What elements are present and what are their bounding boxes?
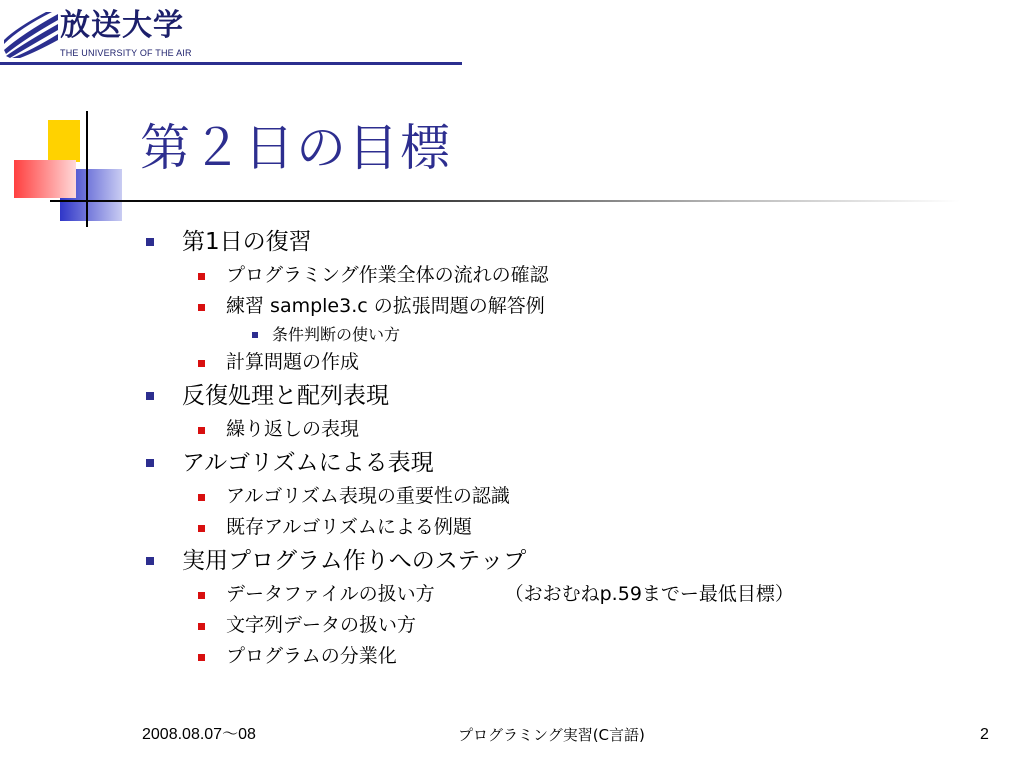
outline-item — [140, 543, 794, 579]
university-logo — [2, 6, 202, 62]
outline-subsubitem-text: 条件判断の使い方 — [272, 325, 401, 344]
outline-item-text: 第1日の復習 — [182, 229, 312, 255]
outline-item — [140, 224, 794, 260]
outline-subitem — [140, 610, 794, 641]
outline-subitem-text: 計算問題の作成 — [226, 351, 360, 373]
outline-item-text: 反復処理と配列表現 — [182, 383, 389, 409]
outline-subitem-text: アルゴリズム表現の重要性の認識 — [226, 485, 510, 507]
bullet-square-icon — [146, 392, 154, 400]
outline-item-text: 実用プログラム作りへのステップ — [182, 548, 527, 574]
outline-subitem-text: データファイルの扱い方 — [226, 583, 435, 605]
bullet-square-icon — [146, 238, 154, 246]
outline-subitem-text: 繰り返しの表現 — [226, 418, 360, 440]
outline-subsubitem — [140, 322, 794, 347]
outline-subitem — [140, 512, 794, 543]
logo-japanese-text: 放送大学 — [60, 8, 184, 43]
title-underline — [50, 200, 960, 202]
outline-subitem — [140, 347, 794, 378]
slide-page-number: 2 — [980, 726, 989, 743]
outline-subitem — [140, 579, 794, 610]
bullet-square-icon — [198, 592, 205, 599]
title-decoration — [0, 105, 140, 235]
outline-subitem — [140, 260, 794, 291]
outline-item-text: アルゴリズムによる表現 — [182, 450, 434, 476]
bullet-square-icon — [198, 427, 205, 434]
logo-swoosh-icon — [2, 10, 60, 58]
outline-subitem — [140, 414, 794, 445]
slide-title: 第２日の目標 — [140, 119, 452, 177]
outline-subitem — [140, 641, 794, 672]
footer-course-title: プログラミング実習(C言語) — [458, 726, 645, 744]
bullet-square-icon — [198, 525, 205, 532]
outline-subitem — [140, 481, 794, 512]
bullet-square-icon — [146, 459, 154, 467]
outline-subitem-text: 文字列データの扱い方 — [226, 614, 417, 636]
bullet-square-icon — [198, 654, 205, 661]
outline-item — [140, 445, 794, 481]
slide-outline — [140, 224, 794, 672]
outline-subitem-text: プログラムの分業化 — [226, 645, 397, 667]
outline-subitem-text: プログラミング作業全体の流れの確認 — [226, 264, 549, 286]
bullet-square-icon — [198, 273, 205, 280]
outline-subitem-text: 練習 sample3.c の拡張問題の解答例 — [226, 295, 545, 317]
bullet-square-icon — [146, 557, 154, 565]
footer-date: 2008.08.07～08 — [142, 726, 256, 743]
bullet-square-icon — [198, 360, 205, 367]
bullet-square-icon — [198, 494, 205, 501]
bullet-square-icon — [198, 304, 205, 311]
outline-subitem-text: 既存アルゴリズムによる例題 — [226, 516, 472, 538]
header-divider — [0, 62, 462, 65]
bullet-square-icon — [252, 332, 258, 338]
bullet-square-icon — [198, 623, 205, 630]
outline-item — [140, 378, 794, 414]
outline-subitem — [140, 291, 794, 322]
outline-subitem-note: （おおむねp.59までー最低目標） — [504, 583, 794, 605]
logo-english-text: THE UNIVERSITY OF THE AIR — [60, 48, 192, 58]
